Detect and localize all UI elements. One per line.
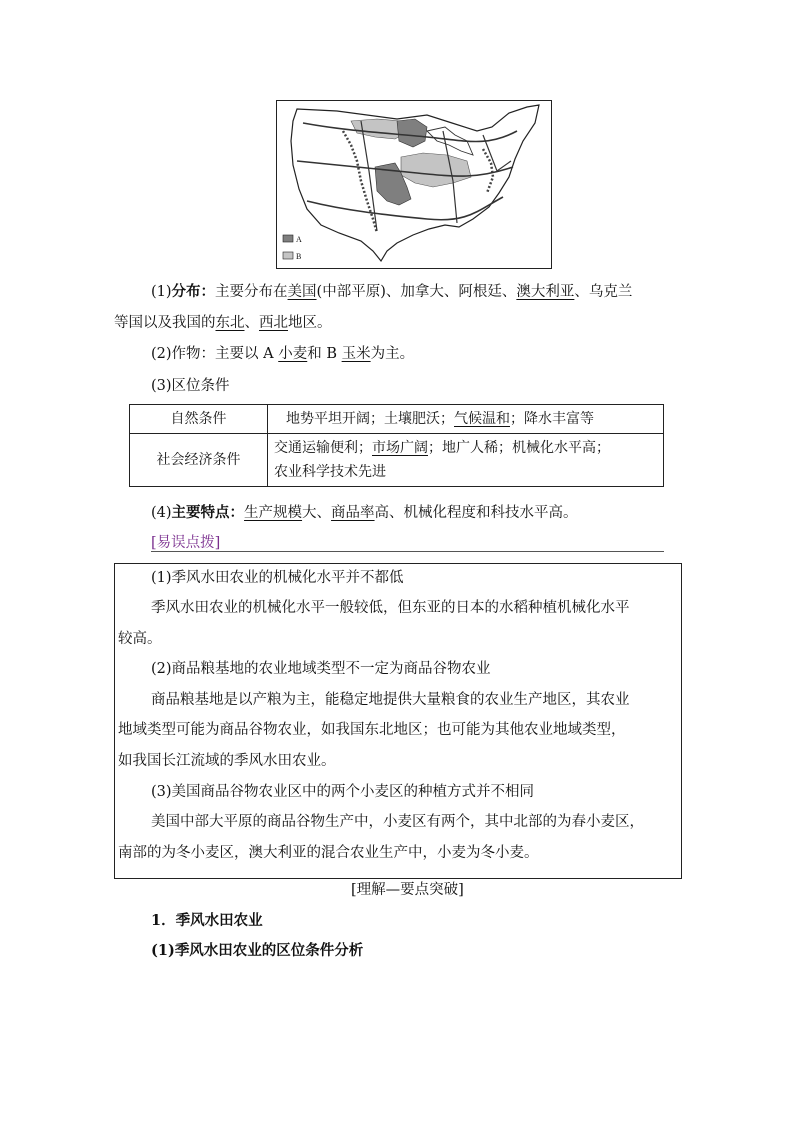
map-drawing [277, 101, 551, 268]
heading-2 [151, 941, 363, 961]
table-row [130, 405, 664, 434]
text: 地区。 [288, 315, 332, 331]
text: 地势平坦开阔；土壤肥沃； [286, 411, 454, 427]
text: 、乌克兰 [574, 284, 633, 300]
text: 等国以及我国的 [114, 315, 216, 331]
tip-3-title: (3)美国商品谷物农业区中的两个小麦区的种植方式并不相同 [151, 784, 535, 800]
zone-b-central [401, 153, 471, 187]
tip-2-line: 商品粮基地是以产粮为主，能稳定地提供大量粮食的农业生产地区，其农业 [151, 692, 630, 708]
table-value [268, 405, 664, 434]
item-number: (1) [151, 284, 172, 300]
table-row [130, 434, 664, 487]
answer-northeast: 东北 [215, 315, 245, 331]
text: ；地广人稀；机械化水平高； [428, 440, 610, 456]
text: ；降水丰富等 [510, 411, 594, 427]
distribution-line-2 [114, 313, 332, 333]
heading-text: 季风水田农业的区位条件分析 [174, 942, 364, 959]
divider [151, 551, 664, 552]
legend-b-label: B [296, 252, 302, 261]
text: 交通运输便利； [274, 440, 372, 456]
features-line [151, 503, 578, 523]
crops-line [151, 344, 414, 364]
tip-3-line: 南部的为冬小麦区，澳大利亚的混合农业生产中，小麦为冬小麦。 [118, 845, 539, 861]
legend-b-swatch [283, 252, 293, 259]
text: 农业科学技术先进 [274, 464, 386, 480]
table-key: 社会经济条件 [130, 434, 268, 487]
railway-cross-1 [361, 121, 377, 231]
heading-1 [151, 911, 263, 931]
heading-number: (1) [151, 942, 175, 959]
answer-wheat: 小麦 [278, 346, 308, 362]
text: 和 B [307, 346, 342, 362]
location-conditions-table [129, 404, 664, 487]
tip-2-line: 如我国长江流域的季风水田农业。 [118, 753, 336, 769]
text: (2)作物：主要以 A [151, 346, 279, 362]
text: 大、 [302, 505, 332, 521]
answer-commodity-rate: 商品率 [331, 505, 375, 521]
text: 为主。 [370, 346, 415, 362]
answer-corn: 玉米 [341, 346, 371, 362]
table-key: 自然条件 [130, 405, 268, 434]
answer-climate: 气候温和 [454, 411, 510, 427]
answer-usa: 美国 [287, 284, 317, 300]
tip-2-title: (2)商品粮基地的农业地域类型不一定为商品谷物农业 [151, 661, 491, 677]
tip-1-line: 季风水田农业的机械化水平一般较低，但东亚的日本的水稻种植机械化水平 [151, 600, 630, 616]
tip-2-line: 地域类型可能为商品谷物农业，如我国东北地区；也可能为其他农业地域类型， [118, 722, 626, 738]
location-conditions-title: (3)区位条件 [151, 378, 230, 394]
heading-number: 1． [151, 912, 176, 929]
error-tip-label: [易误点拨] [151, 535, 221, 551]
item-heading: 分布： [171, 283, 216, 300]
answer-northwest: 西北 [259, 315, 288, 331]
text: (中部平原)、加拿大、阿根廷、 [316, 284, 517, 300]
legend-a-label: A [296, 235, 302, 244]
item-heading: 主要特点： [171, 504, 245, 521]
answer-market: 市场广阔 [372, 440, 428, 456]
answer-scale: 生产规模 [244, 505, 303, 521]
heading-text: 季风水田农业 [175, 912, 263, 929]
text: 高、机械化程度和科技水平高。 [374, 505, 578, 521]
us-agriculture-map [276, 100, 552, 269]
text: 、 [244, 315, 259, 331]
tip-1-line: 较高。 [118, 631, 162, 647]
rocky-mountains [343, 131, 377, 233]
tip-3-line: 美国中部大平原的商品谷物生产中，小麦区有两个，其中北部的为春小麦区， [151, 814, 644, 830]
zone-a-north [397, 119, 427, 147]
distribution-line-1 [151, 282, 632, 302]
tip-1-title: (1)季风水田农业的机械化水平并不都低 [151, 570, 404, 586]
item-number: (4) [151, 505, 172, 521]
text: 主要分布在 [215, 284, 288, 300]
table-value [268, 434, 664, 487]
answer-australia: 澳大利亚 [516, 284, 575, 300]
legend-a-swatch [283, 235, 293, 242]
section-label: [理解—要点突破] [351, 882, 464, 898]
